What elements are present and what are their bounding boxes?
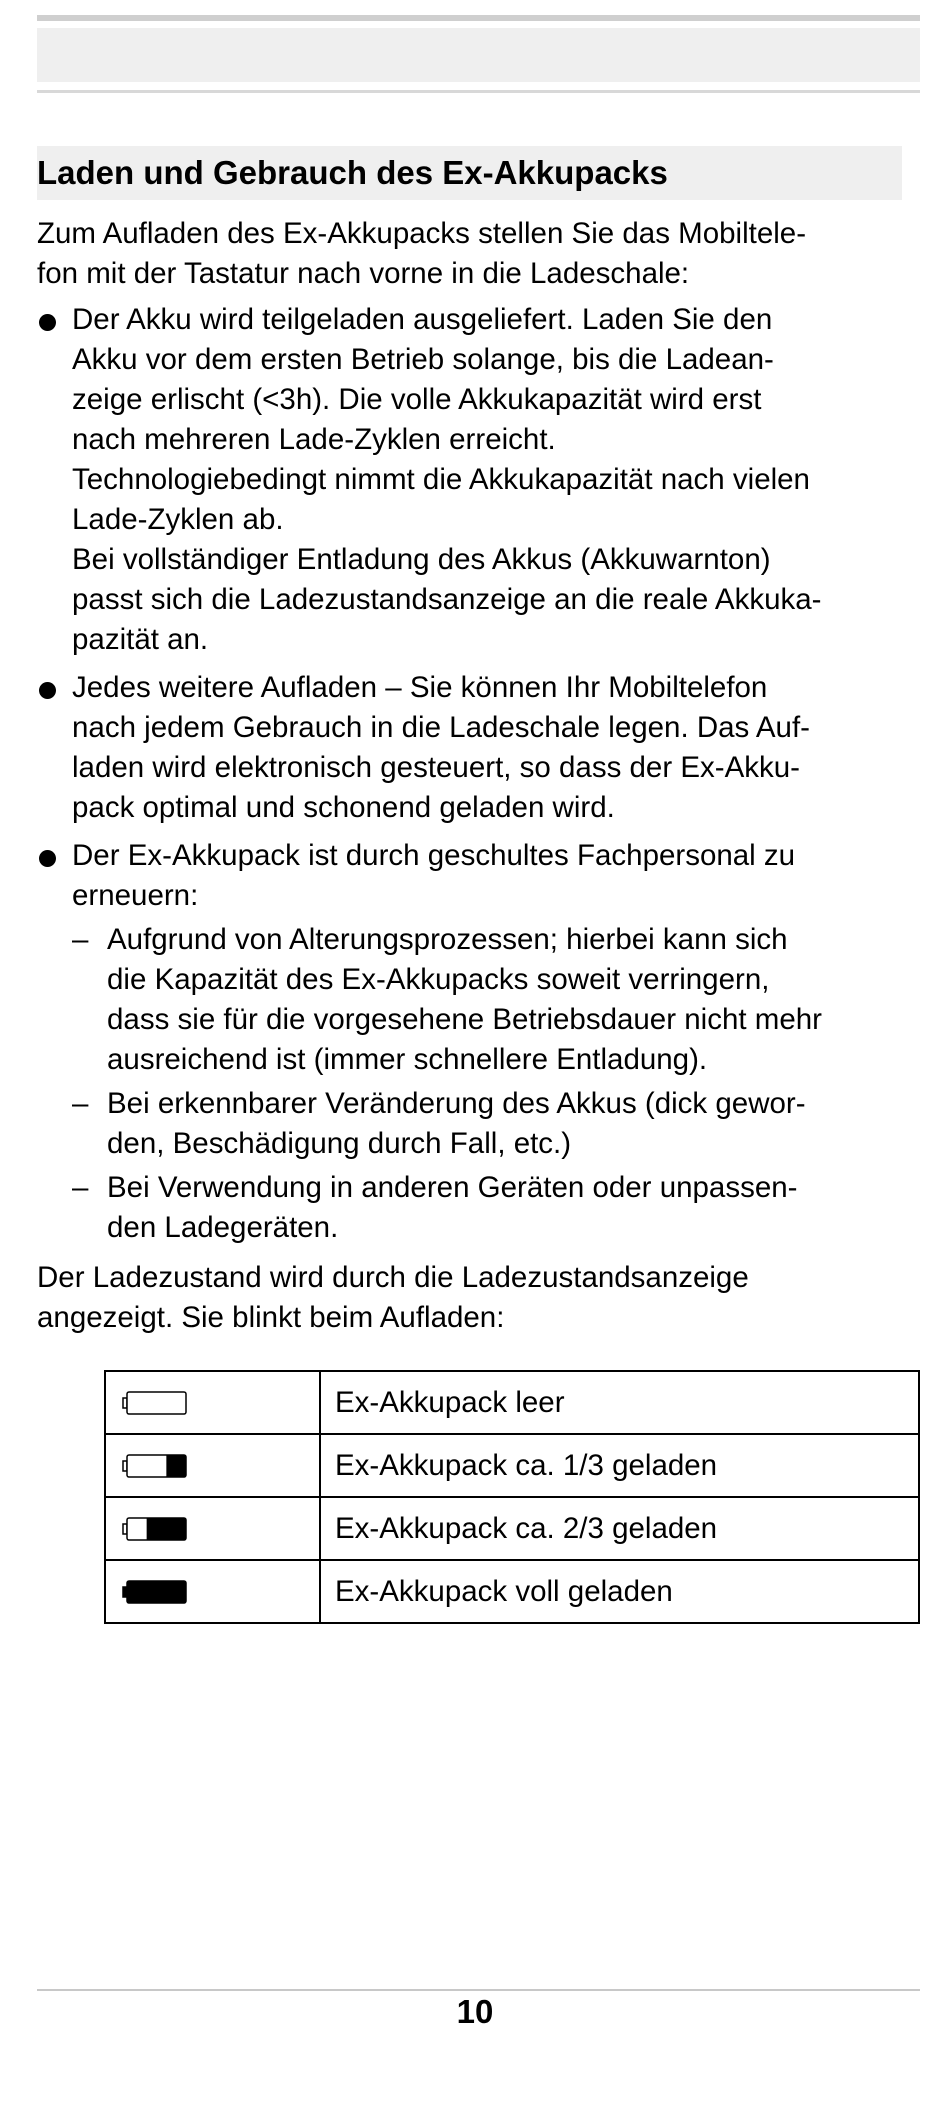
section-content: [37, 214, 920, 1338]
bullet-dot-icon: [39, 682, 56, 699]
battery-one-third-icon: [122, 1453, 188, 1479]
text-line: die Kapazität des Ex-Akkupacks soweit verringern,: [107, 963, 770, 996]
battery-icon-cell: [105, 1434, 320, 1497]
text-line: erneuern:: [72, 879, 199, 912]
text-line: pack optimal und schonend geladen wird.: [72, 791, 615, 824]
dash-marker: –: [72, 1087, 89, 1120]
text-line: laden wird elektronisch gesteuert, so dass der Ex-Akku-: [72, 751, 801, 784]
bullet-text: [72, 668, 920, 828]
text-line: Der Akku wird teilgeladen ausgeliefert. Laden Sie den: [72, 303, 773, 336]
header-rule-thin: [37, 90, 920, 93]
dash-item: [72, 1084, 920, 1164]
dash-text: [107, 1168, 920, 1248]
bullet-item: [37, 300, 920, 660]
battery-icon-cell: [105, 1497, 320, 1560]
text-line: Aufgrund von Alterungsprozessen; hierbei kann sich: [107, 923, 788, 956]
text-line: Bei vollständiger Entladung des Akkus (Akkuwarnton): [72, 543, 771, 576]
bullet-list: [37, 300, 920, 1248]
intro-text: Zum Aufladen des Ex-Akkupacks stellen Sie das Mobiltele- fon mit der Tastatur nach vorne in die Ladeschale:: [37, 217, 807, 290]
text-line: den Ladegeräten.: [107, 1211, 339, 1244]
text-line: ausreichend ist (immer schnellere Entladung).: [107, 1043, 708, 1076]
section-heading: Laden und Gebrauch des Ex-Akkupacks: [37, 154, 668, 191]
battery-two-thirds-icon: [122, 1516, 188, 1542]
battery-fill: [166, 1455, 186, 1477]
text-line: pazität an.: [72, 623, 209, 656]
battery-fill: [147, 1518, 186, 1540]
battery-icon-cell: [105, 1371, 320, 1434]
bullet-item: [37, 668, 920, 828]
text-line: dass sie für die vorgesehene Betriebsdauer nicht mehr: [107, 1003, 822, 1036]
battery-row: [105, 1497, 919, 1560]
text-line: den, Beschädigung durch Fall, etc.): [107, 1127, 572, 1160]
text-line: Jedes weitere Aufladen – Sie können Ihr Mobiltelefon: [72, 671, 768, 704]
dash-text: [107, 920, 920, 1080]
dash-text: [107, 1084, 920, 1164]
outro-text: Der Ladezustand wird durch die Ladezustandsanzeige angezeigt. Sie blinkt beim Aufladen:: [37, 1261, 749, 1334]
bullet-item: [37, 836, 920, 1248]
dash-item: [72, 1168, 920, 1248]
battery-body: [127, 1581, 186, 1603]
battery-status-label: Ex-Akkupack leer: [320, 1371, 919, 1434]
text-line: nach jedem Gebrauch in die Ladeschale legen. Das Auf-: [72, 711, 810, 744]
bullet-text: [72, 300, 920, 660]
battery-status-table: [104, 1370, 920, 1624]
text-line: Bei erkennbarer Veränderung des Akkus (dick gewor-: [107, 1087, 806, 1120]
battery-row: [105, 1434, 919, 1497]
text-line: Der Ex-Akkupack ist durch geschultes Fachpersonal zu: [72, 839, 796, 872]
bullet-dot-icon: [39, 850, 56, 867]
text-line: Lade-Zyklen ab.: [72, 503, 284, 536]
intro-paragraph: [37, 214, 920, 294]
bullet-text: [72, 836, 920, 916]
battery-full-icon: [122, 1579, 188, 1605]
dash-item: [72, 920, 920, 1080]
text-line: nach mehreren Lade-Zyklen erreicht.: [72, 423, 556, 456]
text-line: Bei Verwendung in anderen Geräten oder unpassen-: [107, 1171, 798, 1204]
battery-status-label: Ex-Akkupack ca. 2/3 geladen: [320, 1497, 919, 1560]
dash-list: [72, 920, 920, 1248]
bullet-dot-icon: [39, 314, 56, 331]
header-rule-thick: [37, 15, 920, 21]
outro-paragraph: [37, 1258, 920, 1338]
battery-row: [105, 1371, 919, 1434]
dash-marker: –: [72, 1171, 89, 1204]
text-line: Akku vor dem ersten Betrieb solange, bis die Ladean-: [72, 343, 774, 376]
battery-status-label: Ex-Akkupack voll geladen: [320, 1560, 919, 1623]
battery-empty-icon: [122, 1390, 188, 1416]
text-line: zeige erlischt (<3h). Die volle Akkukapazität wird erst: [72, 383, 762, 416]
battery-status-label: Ex-Akkupack ca. 1/3 geladen: [320, 1434, 919, 1497]
text-line: passt sich die Ladezustandsanzeige an die reale Akkuka-: [72, 583, 822, 616]
dash-marker: –: [72, 923, 89, 956]
battery-icon-cell: [105, 1560, 320, 1623]
page-number: 10: [456, 1993, 494, 2030]
header-band: [37, 28, 920, 82]
battery-body: [127, 1392, 186, 1414]
text-line: Technologiebedingt nimmt die Akkukapazität nach vielen: [72, 463, 810, 496]
battery-row: [105, 1560, 919, 1623]
